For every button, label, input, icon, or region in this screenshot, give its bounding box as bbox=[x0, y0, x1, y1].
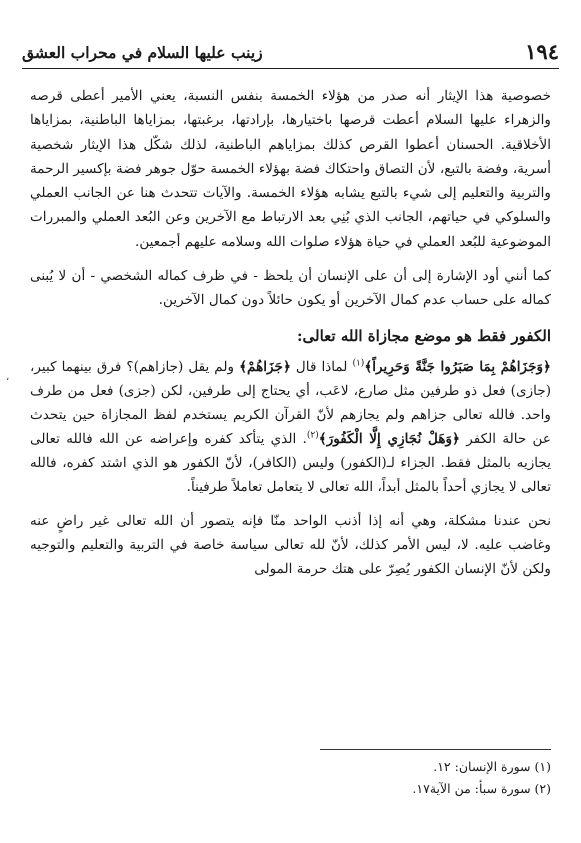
paragraph-mushkila: نحن عندنا مشكلة، وهي أنه إذا أذنب الواحد منّا فإنه يتصور أن الله تعالى غير راضٍ عنه وغاضب عليه. لا، ليس الأمر كذلك، لأنّ لله تعالى سياسة خاصة في التربية والتعليم والتوجيه ولكن لأنّ الإنسان الكفور يُصِرّ على هتك حرمة المولى bbox=[30, 512, 551, 578]
running-title: زينب عليها السلام في محراب العشق bbox=[22, 43, 263, 62]
paragraph-text: لماذا قال bbox=[290, 358, 353, 375]
quran-verse: ﴿جَزَاهُمْ﴾ bbox=[239, 358, 291, 375]
margin-mark: ، bbox=[6, 372, 10, 383]
quran-verse: ﴿وَهَلْ نُجَازِي إِلَّا الْكَفُورَ﴾ bbox=[318, 430, 461, 447]
footnote-ref[interactable]: (١) bbox=[352, 358, 365, 369]
page-number: ١٩٤ bbox=[525, 39, 559, 64]
section-heading: الكفور فقط هو موضع مجازاة الله تعالى: bbox=[297, 326, 551, 345]
footnote-ref[interactable]: (٢) bbox=[306, 430, 319, 441]
page-header bbox=[22, 34, 559, 69]
quran-verse: ﴿وَجَزَاهُمْ بِمَا صَبَرُوا جَنَّةً وَحَرِيراً﴾ bbox=[364, 358, 551, 375]
footnote-2: (٢) سورة سبأ: من الآية١٧. bbox=[412, 781, 551, 796]
paragraph-text: . الذي يتأكد كفره وإعراضه عن الله فالله تعالى يجازيه بالمثل فقط. الجزاء لـ(الكفور) وليس (الكافر)، لأنّ الكفور هو الذي اشتد كفره، فالله تعالى لا يجازي أحداً بالمثل أبداً، الله تعالى لا يتعامل تعاملاً طرفيناً. bbox=[30, 430, 551, 495]
footnotes bbox=[320, 749, 551, 800]
page-body bbox=[30, 84, 551, 592]
paragraph-jazaa bbox=[30, 355, 551, 499]
paragraph-text: ولم يقل (جازاهم)؟ فرق بينهما كبير، (جازى) فعل ذو طرفين مثل صارع، لاعَب، أي يحتاج إلى طرفين، لكن (جزى) فعل من طرف واحد. فالله تعالى جزاهم ولم يجازهم لأنّ القرآن الكريم يستخدم لفظ المجازاة حين يتحدث عن حالة الكفر bbox=[30, 358, 551, 447]
footnote-1: (١) سورة الإنسان: ١٢. bbox=[433, 759, 551, 774]
paragraph-ithar: خصوصية هذا الإيثار أنه صدر من هؤلاء الخمسة بنفس النسبة، يعني الأمير أعطى قرصه والزهراء عليها السلام أعطت قرصها باختيارها، بإرادتها، برغبتها، بمزاياها الباطنية، بمزاياها الأخلاقية. الحسنان أعطوا القرص كذلك بمزاياهم الباطنية، لذلك شكّل هذا الإيثار شخصية أسرية، وفضة بالتبع، لأن التصاق واحتكاك فضة بهؤلاء الخمسة حوّل جوهر فضة بإكسير الرحمة والتربية والتعليم إلى شيء بالتبع يشابه هؤلاء الخمسة. والآيات تتحدث هنا عن الجانب العملي والسلوكي في حياتهم، الجانب الذي بُنِي بعد الارتباط مع الآخرين وعن البُعد العملي والمبررات الموضوعية للبُعد العملي في حياة هؤلاء صلوات الله وسلامه عليهم أجمعين. bbox=[30, 88, 551, 250]
paragraph-kamal: كما أنني أود الإشارة إلى أن على الإنسان أن يلحظ - في ظرف كماله الشخصي - أن لا يُبنى كماله على حساب عدم كمال الآخرين أو يكون حائلاً دون كمال الآخرين. bbox=[30, 268, 551, 309]
